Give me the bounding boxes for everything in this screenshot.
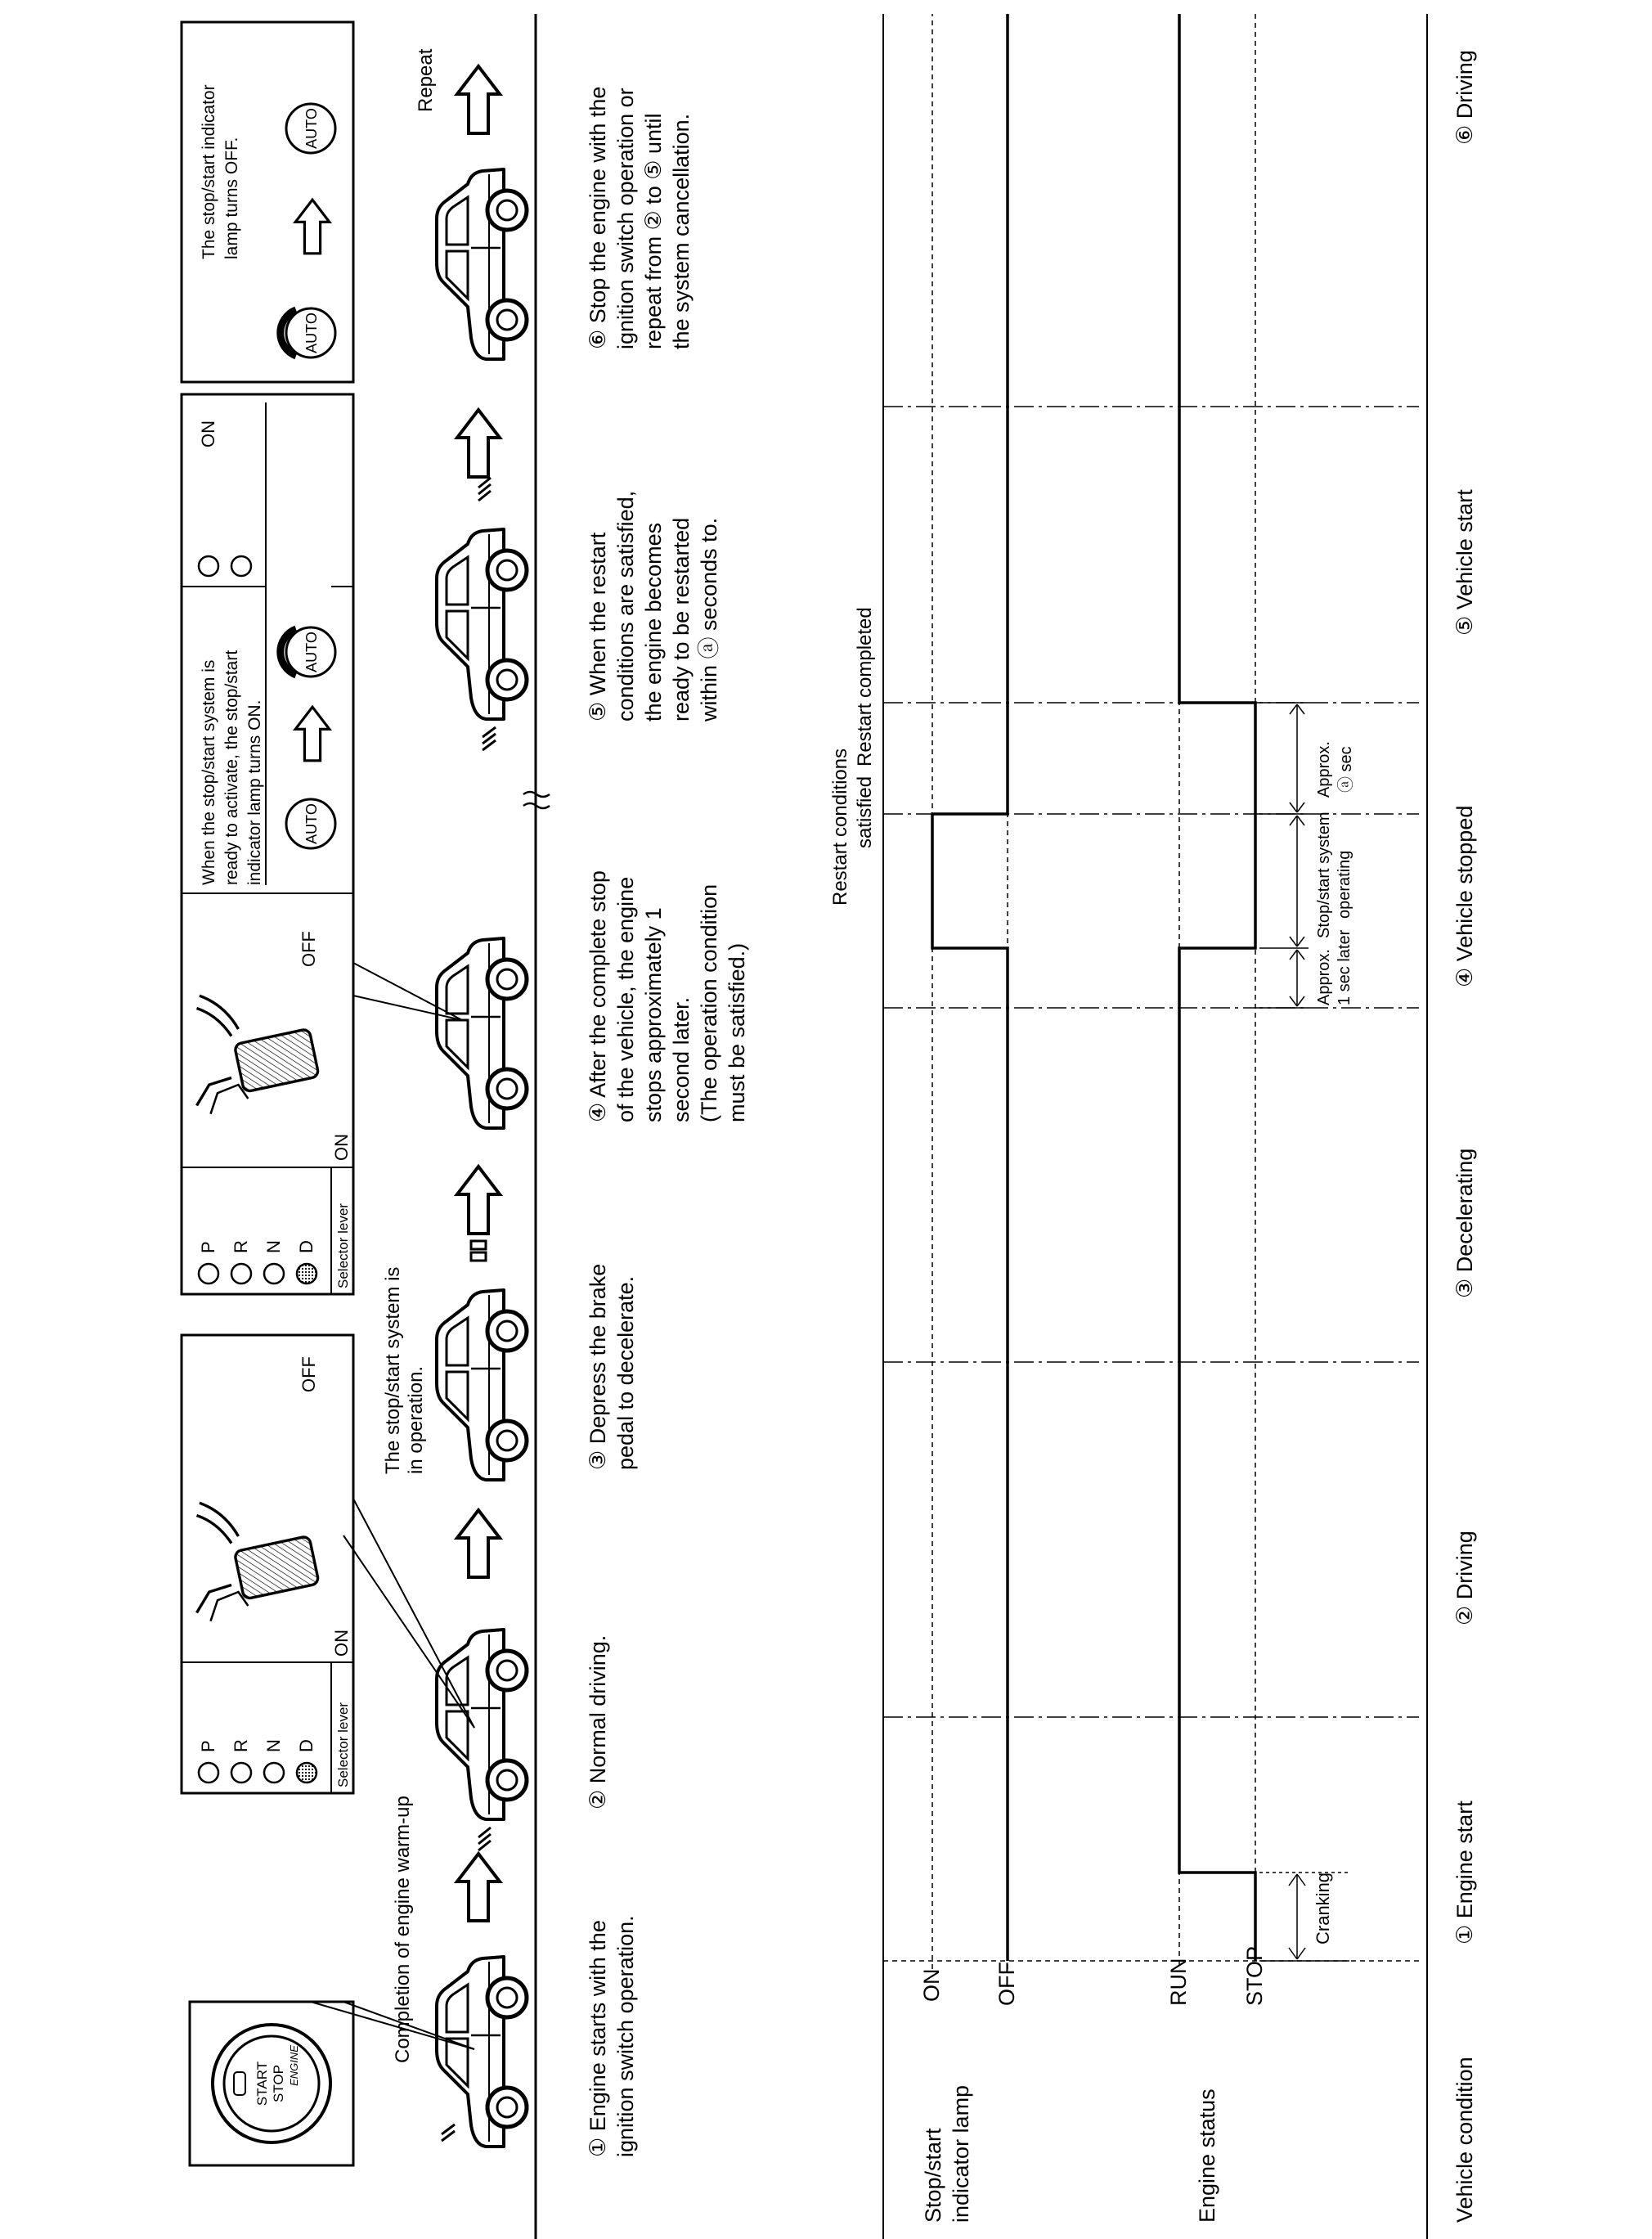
step-1-line: ignition switch operation. (613, 1915, 638, 2157)
selector-position-icon (264, 1763, 284, 1783)
vehicle-condition-2: ② Driving (1452, 1531, 1477, 1625)
selector-panel-3 (182, 22, 353, 382)
step-1-line: ① Engine starts with the (586, 1920, 610, 2157)
lamp-on-callout: indicator lamp turns ON. (245, 699, 264, 885)
car-icon (437, 169, 527, 359)
car-icon (437, 529, 527, 719)
step-3-text (586, 1264, 638, 1470)
vehicle-condition-3: ③ Decelerating (1452, 1148, 1477, 1298)
engine-waveform (1179, 14, 1255, 1961)
arrow-icon (457, 1167, 500, 1234)
vehicle-row-label: Vehicle condition (1452, 2057, 1477, 2223)
repeat-callout: Repeat (415, 48, 437, 112)
in-operation-callout: The stop/start system is (382, 1266, 404, 1474)
button-text: START (254, 2061, 270, 2106)
phase-dividers (883, 407, 1419, 1717)
step-2-line: ② Normal driving. (586, 1634, 610, 1810)
lamp-row-label: indicator lamp (949, 2084, 973, 2223)
lamp-off-callout: The stop/start indicator (200, 84, 218, 259)
selector-position-icon (231, 1763, 251, 1783)
arrow-icon (457, 1510, 500, 1577)
step-6-line: the system cancellation. (669, 113, 694, 349)
selector-d: D (296, 1739, 316, 1752)
restart-completed-label: Restart completed (854, 607, 876, 767)
selector-d: D (296, 1240, 316, 1253)
step-6-line: ⑥ Stop the engine with the (586, 86, 610, 349)
step-descriptions (586, 87, 749, 2157)
level-run-label: RUN (1166, 1958, 1191, 2006)
button-lamp-icon (234, 2072, 245, 2095)
vehicle-condition-4: ④ Vehicle stopped (1452, 805, 1477, 987)
step-5-line: conditions are satisfied, (613, 490, 638, 722)
start-stop-button-panel (190, 2002, 474, 2165)
step-4-line: (The operation condition (697, 883, 721, 1122)
step-1-text (586, 1915, 638, 2157)
step-5-line: ⑤ When the restart (586, 532, 610, 722)
approx-a-sec-label: ⓐ sec (1337, 746, 1355, 793)
lamp-on-callout: When the stop/start system is (200, 659, 218, 885)
lamp-off-callout: lamp turns OFF. (222, 137, 241, 259)
selector-n: N (263, 1739, 284, 1752)
selector-p: P (198, 1740, 218, 1752)
approx-a-sec-annotation (1259, 703, 1355, 812)
step-3-line: pedal to decelerate. (613, 1275, 638, 1470)
selector-n: N (263, 1240, 284, 1253)
arrow-icon (457, 66, 500, 133)
arrow-icon (457, 1854, 500, 1921)
cranking-label: Cranking (1313, 1872, 1333, 1945)
pedal-off-label: OFF (299, 1356, 319, 1392)
step-4-line: ④ After the complete stop (586, 870, 610, 1122)
step-6-line: repeat from ② to ⑤ until (641, 113, 666, 349)
step-5-text (586, 491, 721, 722)
in-operation-callout: in operation. (405, 1365, 427, 1474)
selector-position-icon (231, 1264, 251, 1284)
auto-label: AUTO (303, 803, 320, 844)
selector-position-icon (297, 1763, 316, 1783)
cranking-annotation (1259, 1873, 1349, 1961)
speed-bars (471, 1241, 486, 1261)
engine-row-label: Engine status (1195, 2088, 1219, 2223)
warmup-callout: Completion of engine warm-up (392, 1796, 414, 2063)
lamp-on-callout: ready to activate, the stop/start (222, 650, 241, 885)
car-icon (437, 938, 527, 1128)
auto-label: AUTO (303, 312, 320, 353)
step-4-line: of the vehicle, the engine (613, 876, 638, 1122)
selector-r: R (231, 1739, 251, 1752)
auto-label: AUTO (303, 108, 320, 149)
system-operating-label: operating (1336, 850, 1353, 919)
selector-p: P (198, 1241, 218, 1253)
step-5-line: within ⓐ seconds to. (697, 517, 721, 722)
arrow-icon (457, 410, 500, 477)
step-4-line: must be satisfied.) (725, 942, 749, 1122)
selector-position-icon (231, 556, 251, 576)
car-icon (437, 1290, 527, 1480)
auto-label: AUTO (303, 632, 320, 672)
lamp-waveform (932, 14, 1008, 1961)
car-icon (437, 1957, 527, 2147)
approx-1sec-label: Approx. (1315, 949, 1333, 1005)
step-5-line: ready to be restarted (669, 517, 694, 722)
selector-position-icon (199, 1264, 218, 1284)
button-engine-text: ENGINE (288, 2045, 300, 2086)
lamp-row-label: Stop/start (921, 2128, 945, 2223)
system-operating-annotation (1259, 812, 1353, 947)
restart-satisfied-label: satisfied (854, 776, 876, 848)
button-text: STOP (271, 2065, 286, 2102)
timing-chart (829, 14, 1477, 2239)
selector-position-icon (264, 1264, 284, 1284)
approx-1sec-label: 1 sec later (1336, 929, 1353, 1005)
level-off-label: OFF (994, 1962, 1019, 2006)
vehicle-condition-6: ⑥ Driving (1452, 50, 1477, 145)
step-4-line: stops approximately 1 (641, 907, 666, 1122)
pedal-on-label: ON (331, 1630, 352, 1657)
vehicle-condition-1: ① Engine start (1452, 1801, 1477, 1945)
selector-r: R (231, 1240, 251, 1253)
pedal-on-label: ON (198, 420, 218, 447)
step-6-line: ignition switch operation or (613, 88, 638, 349)
selector-position-icon (199, 1763, 218, 1783)
system-operating-label: Stop/start system (1315, 812, 1333, 938)
selector-panel-1 (182, 1335, 474, 1793)
selector-position-icon (199, 556, 218, 576)
step-5-line: the engine becomes (641, 522, 666, 722)
selector-position-icon (297, 1264, 316, 1284)
step-4-text (586, 870, 749, 1122)
approx-1sec-annotation (1259, 929, 1353, 1008)
pedal-off-label: OFF (299, 931, 319, 967)
selector-label: Selector lever (335, 1203, 351, 1288)
pedal-on-label: ON (331, 1134, 352, 1161)
level-on-label: ON (919, 1968, 944, 2002)
approx-a-sec-label: Approx. (1315, 741, 1333, 798)
step-3-line: ③ Depress the brake (586, 1263, 610, 1470)
step-4-line: second later. (669, 996, 694, 1122)
selector-label: Selector lever (335, 1702, 351, 1787)
step-2-text (586, 1635, 610, 1810)
restart-satisfied-label: Restart conditions (829, 748, 851, 906)
selector-panel-2 (182, 394, 462, 1294)
vehicle-condition-5: ⑤ Vehicle start (1452, 489, 1477, 636)
step-6-text (586, 87, 694, 349)
level-stop-label: STOP (1242, 1945, 1267, 2006)
car-icon (437, 1630, 527, 1819)
